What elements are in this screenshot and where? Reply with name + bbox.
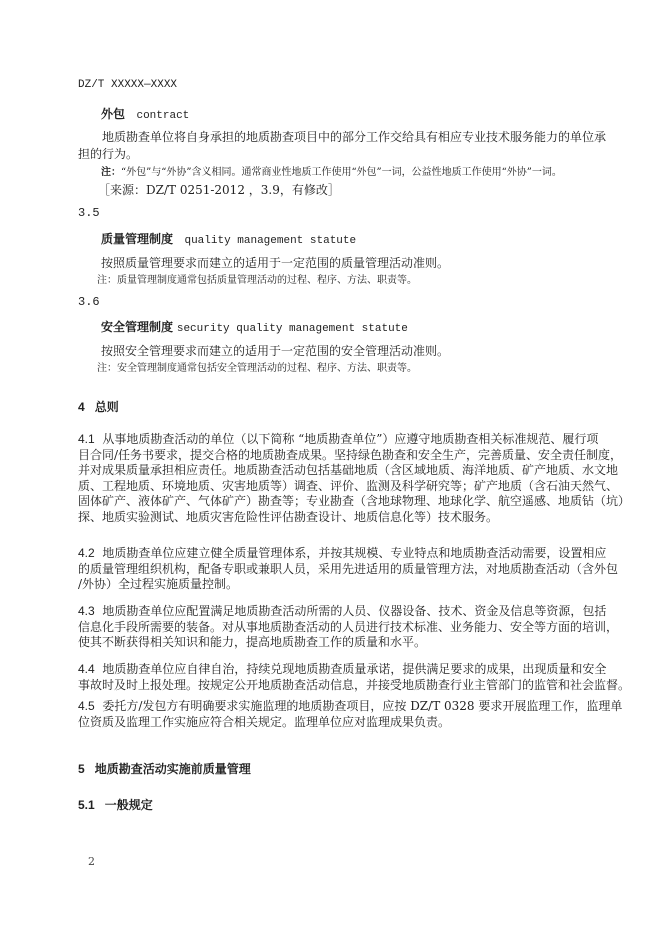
clause-line [78,699,623,715]
clause-line [78,662,607,678]
term-number: 3.6 [78,295,100,309]
clause-line: 的质量管理组织机构，配备专职或兼职人员，采用先进适用的质量管理方法，对地质勘查活动（含外包 [78,561,619,576]
clause-line [78,604,607,620]
clause-line [78,546,607,562]
term-definition: 按照安全管理要求而建立的适用于一定范围的安全管理活动准则。 [101,344,450,358]
clause-line: 使其不断获得相关知识和能力，提高地质勘查工作的质量和水平。 [78,635,427,649]
term-note [101,166,562,180]
clause-number: 4.1 [78,432,95,446]
section-number: 4 [78,400,85,414]
term-note: 注：质量管理制度通常包括质量管理活动的过程、程序、方法、职责等。 [97,275,417,286]
clause-number: 4.5 [78,699,95,713]
note-text: “外包”与“外协”含义相同。通常商业性地质工作使用“外包”一词，公益性地质工作使用“外协”一词。 [121,167,562,178]
clause-text: 地质勘查单位应自律自治，持续兑现地质勘查质量承诺，提供满足要求的成果，出现质量和安全 [102,662,607,676]
clause-line: 质、工程地质、环境地质、灾害地质等）调查、评价、监测及科学研究等；矿产地质（含石油天然气、 [78,478,619,493]
clause-line: 探、地质实验测试、地质灾害危险性评估勘查设计、地质信息化等）技术服务。 [78,509,499,524]
term-source: ［来源：DZ/T 0251-2012 ，3.9，有修改］ [98,183,340,197]
term-en: contract [136,110,190,122]
clause-line: 目合同/任务书要求，提交合格的地质勘查成果。坚持绿色勘查和安全生产，完善质量、安全责任制度， [78,447,623,462]
document-header: DZ/T XXXXX—XXXX [78,79,178,91]
term-heading [101,230,356,247]
term-zh: 外包 [101,107,126,121]
clause-4-2 [78,546,619,593]
clause-text: 地质勘查单位应建立健全质量管理体系，并按其规模、专业特点和地质勘查活动需要，设置相应 [102,546,607,560]
clause-line: /外协）全过程实施质量控制。 [78,577,239,591]
term-zh: 质量管理制度 [101,232,174,246]
section-title: 地质勘查活动实施前质量管理 [94,762,251,776]
clause-text: 地质勘查单位应配置满足地质勘查活动所需的人员、仪器设备、技术、资金及信息等资源，包括 [102,604,607,618]
clause-number: 4.4 [78,662,95,676]
subsection-heading [78,796,153,813]
clause-number: 4.3 [78,604,95,618]
term-definition [78,129,607,163]
term-number: 3.5 [78,206,100,220]
definition-line: 地质勘查单位将自身承担的地质勘查项目中的部分工作交给具有相应专业技术服务能力的单位承 [102,130,607,144]
section-heading [78,398,119,415]
clause-text: 从事地质勘查活动的单位（以下简称 “地质勘查单位”）应遵守地质勘查相关标准规范、履行项 [102,432,599,446]
term-note: 注：安全管理制度通常包括安全管理活动的过程、程序、方法、职责等。 [97,363,417,374]
term-heading [101,318,408,335]
clause-line [78,432,599,448]
section-title: 一般规定 [104,798,153,812]
section-number: 5 [78,762,85,776]
term-en: security quality management statute [176,323,408,335]
clause-line: 位资质及监理工作实施应符合相关规定。监理单位应对监理成果负责。 [78,714,451,729]
clause-line: 并对成果质量承担相应责任。地质勘查活动包括基础地质（含区域地质、海洋地质、矿产地质、水文地 [78,463,619,477]
clause-4-4 [78,662,631,693]
clause-4-3 [78,604,619,651]
term-en: quality management statute [184,235,357,247]
clause-line: 信息化手段所需要的装备。对从事地质勘查活动的人员进行技术标准、业务能力、安全等方面的培训， [78,619,619,634]
clause-text: 委托方/发包方有明确要求实施监理的地质勘查项目，应按 DZ/T 0328 要求开展监理工作，监理单 [102,699,623,713]
clause-line: 固体矿产、液体矿产、气体矿产）勘查等；专业勘查（含地球物理、地球化学、航空遥感、地质钻（坑） [78,494,631,508]
clause-line: 事故时及时上报处理。按规定公开地质勘查活动信息，并接受地质勘查行业主管部门的监管和社会监督。 [78,677,631,692]
clause-4-1 [78,432,631,525]
note-label: 注： [101,167,121,178]
term-definition: 按照质量管理要求而建立的适用于一定范围的质量管理活动准则。 [101,256,450,270]
term-heading [101,105,189,122]
page-number: 2 [88,855,95,868]
clause-4-5 [78,699,623,730]
clause-number: 4.2 [78,546,95,560]
section-title: 总则 [94,400,119,414]
term-zh: 安全管理制度 [101,320,174,334]
section-heading [78,760,251,777]
definition-line: 担的行为。 [78,147,139,161]
section-number: 5.1 [78,798,95,812]
